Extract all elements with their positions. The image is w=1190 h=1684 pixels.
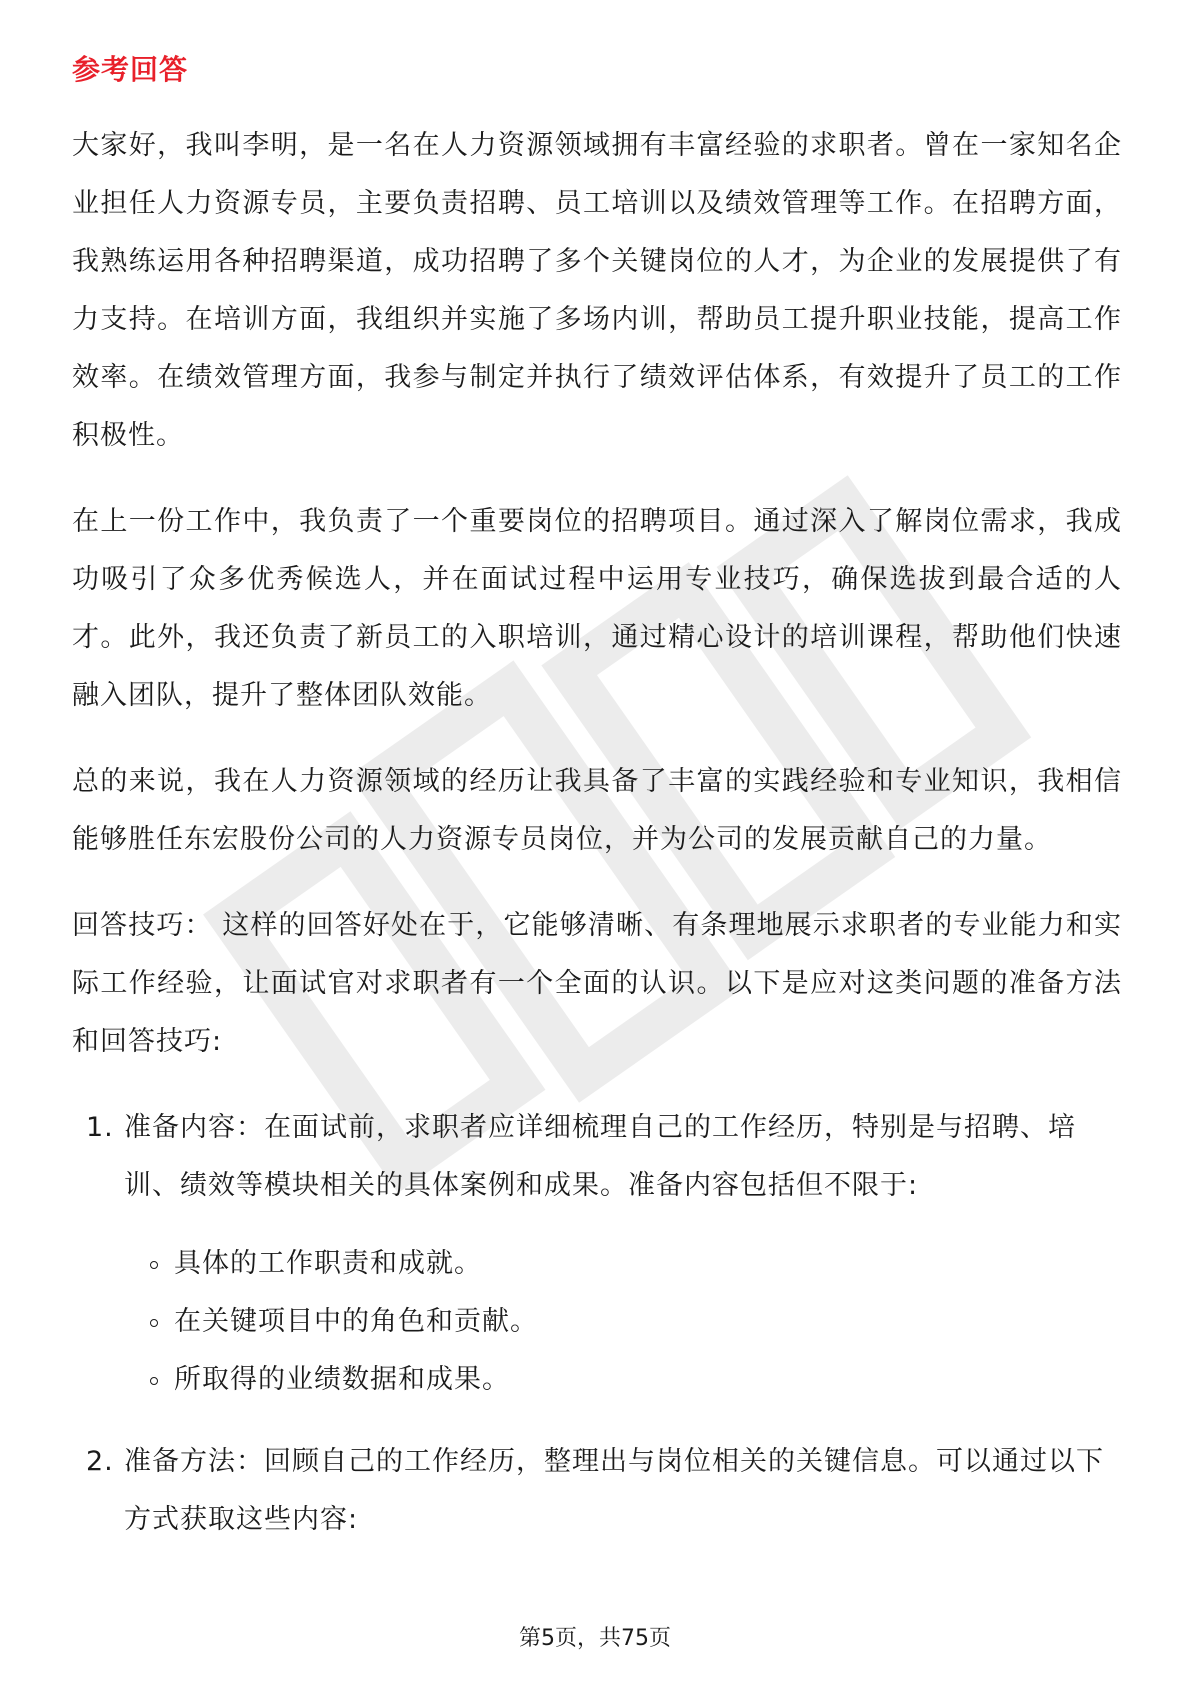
page-footer: 第5页，共75页 bbox=[519, 1626, 671, 1651]
sub-list-item bbox=[124, 1293, 1122, 1351]
circle-bullet-icon bbox=[150, 1261, 158, 1269]
sub-list-item-text: 所取得的业绩数据和成果。 bbox=[174, 1364, 510, 1395]
list-number: 1. bbox=[86, 1112, 114, 1143]
circle-bullet-icon bbox=[150, 1319, 158, 1327]
list-number: 2. bbox=[86, 1446, 114, 1477]
paragraph-experience: 在上一份工作中，我负责了一个重要岗位的招聘项目。通过深入了解岗位需求，我成功吸引了众多优秀候选人，并在面试过程中运用专业技巧，确保选拔到最合适的人才。此外，我还负责了新员工的入职培训，通过精心设计的培训课程，帮助他们快速融入团队，提升了整体团队效能。 bbox=[72, 506, 1122, 711]
sub-list-item bbox=[124, 1351, 1122, 1409]
section-title: 参考回答 bbox=[72, 53, 189, 86]
sub-list-item-text: 具体的工作职责和成就。 bbox=[174, 1248, 482, 1279]
sub-list bbox=[124, 1235, 1122, 1409]
sub-list-item bbox=[124, 1235, 1122, 1293]
main-content bbox=[72, 117, 1122, 1573]
paragraph-intro: 大家好，我叫李明，是一名在人力资源领域拥有丰富经验的求职者。曾在一家知名企业担任人力资源专员，主要负责招聘、员工培训以及绩效管理等工作。在招聘方面，我熟练运用各种招聘渠道，成功招聘了多个关键岗位的人才，为企业的发展提供了有力支持。在培训方面，我组织并实施了多场内训，帮助员工提升职业技能，提高工作效率。在绩效管理方面，我参与制定并执行了绩效评估体系，有效提升了员工的工作积极性。 bbox=[72, 130, 1122, 451]
numbered-list bbox=[72, 1099, 1122, 1549]
list-item-text: 准备内容：在面试前，求职者应详细梳理自己的工作经历，特别是与招聘、培训、绩效等模块相关的具体案例和成果。准备内容包括但不限于: bbox=[124, 1112, 1076, 1201]
list-item-text: 准备方法：回顾自己的工作经历，整理出与岗位相关的关键信息。可以通过以下方式获取这些内容: bbox=[124, 1446, 1104, 1535]
list-item bbox=[72, 1099, 1122, 1409]
list-item bbox=[72, 1433, 1122, 1549]
circle-bullet-icon bbox=[150, 1377, 158, 1385]
paragraph-summary: 总的来说，我在人力资源领域的经历让我具备了丰富的实践经验和专业知识，我相信能够胜任东宏股份公司的人力资源专员岗位，并为公司的发展贡献自己的力量。 bbox=[72, 766, 1122, 855]
paragraph-tips: 回答技巧： 这样的回答好处在于，它能够清晰、有条理地展示求职者的专业能力和实际工作经验，让面试官对求职者有一个全面的认识。以下是应对这类问题的准备方法和回答技巧: bbox=[72, 910, 1122, 1057]
sub-list-item-text: 在关键项目中的角色和贡献。 bbox=[174, 1306, 538, 1337]
